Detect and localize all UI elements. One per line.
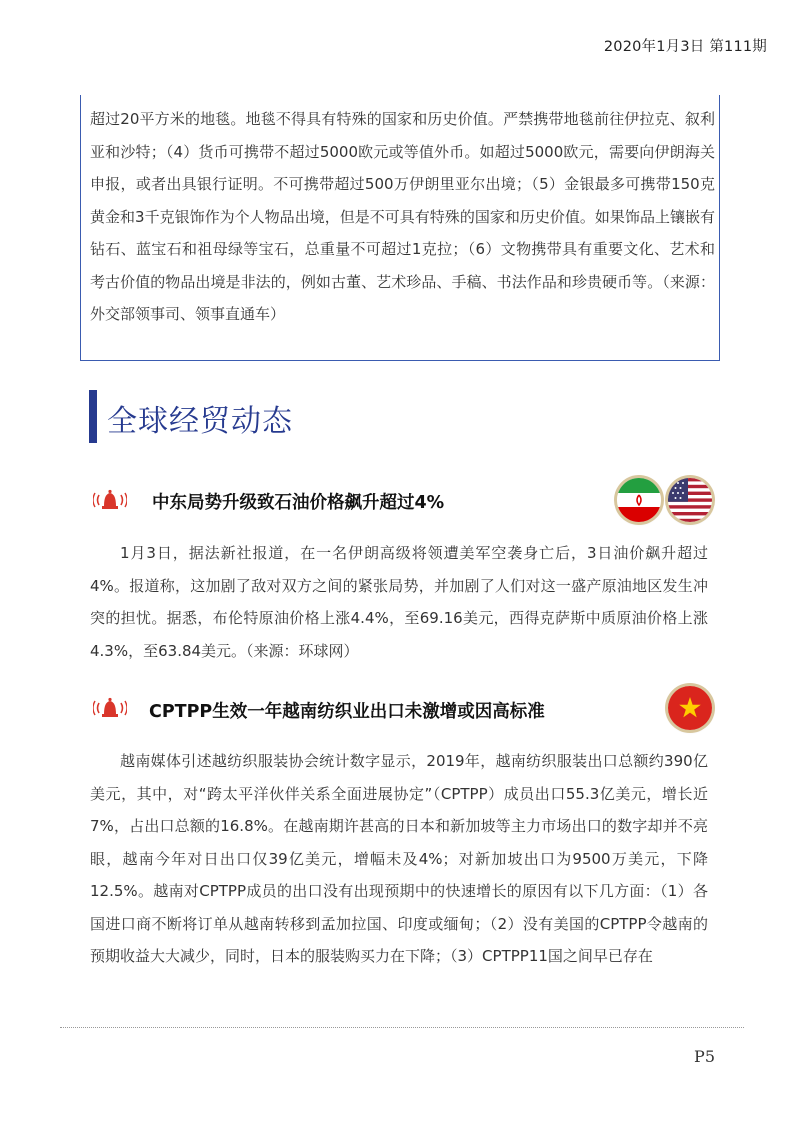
news-body-oil: 1月3日，据法新社报道，在一名伊朗高级将领遭美军空袭身亡后，3日油价飙升超过4%。报道称，这加剧了敌对双方之间的紧张局势，并加剧了人们对这一盛产原油地区发生冲突的担忧。据悉，布伦特原油价格上涨4.4%，至69.16美元，西得克萨斯中质原油价格上涨4.3%，至63.84美元。（来源：环球网） [90,544,708,660]
usa-flag-icon [668,478,712,522]
iran-flag-icon [617,478,661,522]
page-number: P5 [694,1047,715,1066]
alarm-bell-icon [93,486,127,514]
section-title: 全球经贸动态 [107,404,293,439]
footer-divider [60,1027,744,1028]
section-accent-bar [89,390,97,443]
news-title-vietnam: CPTPP生效一年越南纺织业出口未激增或因高标准 [149,702,545,722]
news-body-vietnam: 越南媒体引述越纺织服装协会统计数字显示，2019年，越南纺织服装出口总额约390亿美元，其中，对“跨太平洋伙伴关系全面进展协定”（CPTPP）成员出口55.3亿美元，增长近7%，占出口总额的16.8%。在越南期许甚高的日本和新加坡等主力市场出口的数字却并不亮眼，越南今年对日出口仅39亿美元，增幅未及4%；对新加坡出口为9500万美元，下降12.5%。越南对CPTPP成员的出口没有出现预期中的快速增长的原因有以下几方面：（1）各国进口商不断将订单从越南转移到孟加拉国、印度或缅甸；（2）没有美国的CPTPP令越南的预期收益大大减少，同时，日本的服装购买力在下降；（3）CPTPP11国之间早已存在 [90,752,708,965]
issue-date: 2020年1月3日 第111期 [603,39,767,55]
notice-box-text: 超过20平方米的地毯。地毯不得具有特殊的国家和历史价值。严禁携带地毯前往伊拉克、叙利亚和沙特；（4）货币可携带不超过5000欧元或等值外币。如超过5000欧元，需要向伊朗海关申报，或者出具银行证明。不可携带超过500万伊朗里亚尔出境；（5）金银最多可携带150克黄金和3千克银饰作为个人物品出境，但是不可具有特殊的国家和历史价值。如果饰品上镶嵌有钻石、蓝宝石和祖母绿等宝石，总重量不可超过1克拉；（6）文物携带具有重要文化、艺术和考古价值的物品出境是非法的，例如古董、艺术珍品、手稿、书法作品和珍贵硬币等。（来源：外交部领事司、领事直通车） [90,110,715,323]
alarm-bell-icon [93,694,127,722]
vietnam-flag-icon [668,686,712,730]
news-title-oil: 中东局势升级致石油价格飙升超过4% [152,493,445,513]
